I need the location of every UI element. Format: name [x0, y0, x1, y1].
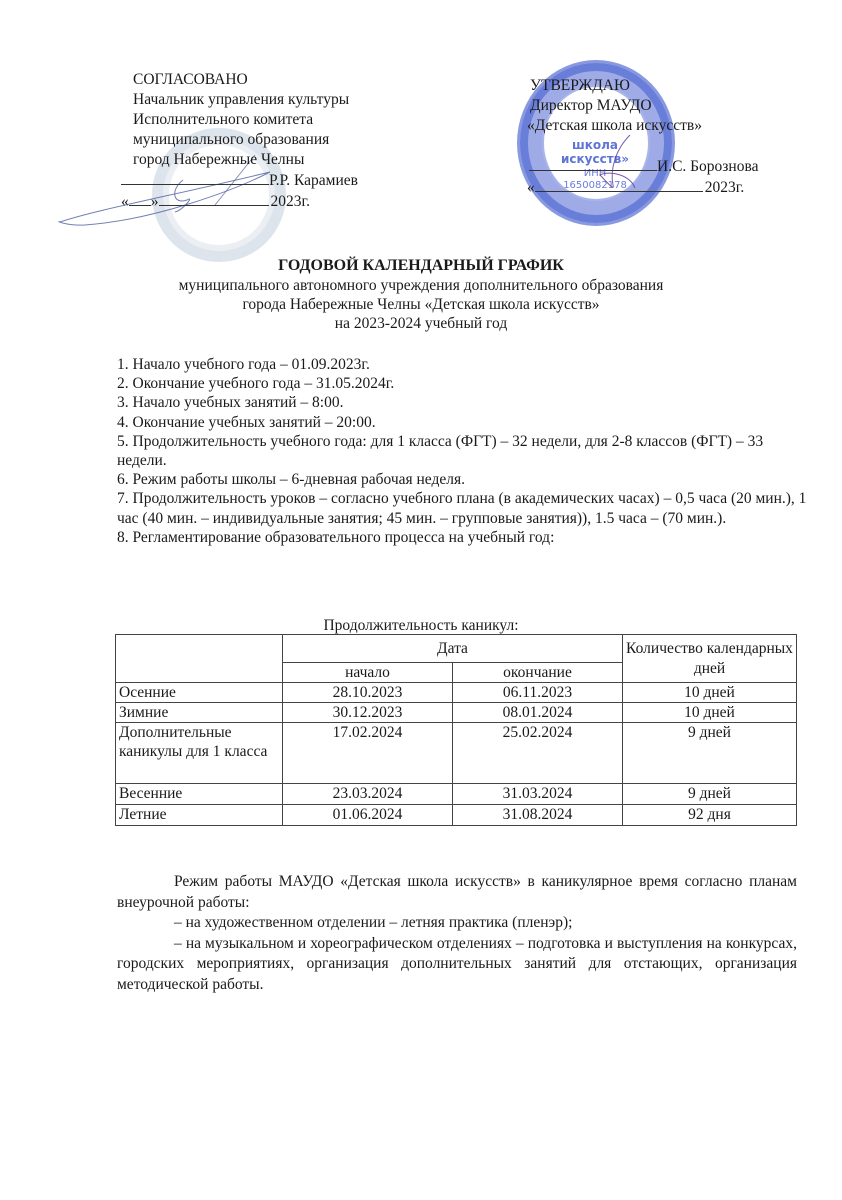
- list-item: 5. Продолжительность учебного года: для 1 класса (ФГТ) – 32 недели, для 2-8 классов (ФГТ) – 33 недели.: [117, 432, 764, 470]
- date-day-line: [129, 191, 151, 206]
- vacation-name: Весенние: [116, 784, 283, 805]
- approval-left-year: 2023г.: [270, 193, 310, 210]
- approval-left-line: муниципального образования: [133, 131, 330, 148]
- vacation-days: 9 дней: [623, 784, 797, 805]
- vacation-name: Зимние: [116, 703, 283, 723]
- list-item: 1. Начало учебного года – 01.09.2023г.: [117, 356, 370, 373]
- signature-line: [121, 170, 269, 185]
- quote-close: »: [150, 193, 159, 210]
- stamp-text-line1: школа: [571, 138, 619, 152]
- table-row: [116, 723, 797, 784]
- table-caption: Продолжительность каникул:: [323, 617, 519, 634]
- vacation-table: [115, 634, 797, 826]
- vacation-end: 08.01.2024: [453, 703, 623, 723]
- table-header-start: начало: [283, 663, 453, 683]
- approval-left-date-row: [121, 191, 393, 212]
- vacation-work-mode-section: [117, 872, 797, 995]
- document-title: ГОДОВОЙ КАЛЕНДАРНЫЙ ГРАФИК: [278, 257, 564, 274]
- approval-left-heading: СОГЛАСОВАНО: [133, 71, 248, 88]
- approval-left-line: город Набережные Челны: [133, 151, 305, 168]
- vacation-name: Дополнительные каникулы для 1 класса: [116, 723, 283, 784]
- table-row: [116, 703, 797, 723]
- vacation-name: Осенние: [116, 683, 283, 703]
- list-item: 7. Продолжительность уроков – согласно учебного плана (в академических часах) – 0,5 часа (20 мин.), 1 час (40 мин. – индивидуальные занятия; 45 мин. – групповые занятия)), 1.5 часа – (70 мин.).: [117, 490, 807, 527]
- table-header-end: окончание: [453, 663, 623, 683]
- approval-right-heading: УТВЕРЖДАЮ: [530, 77, 630, 94]
- schedule-items-list: [117, 355, 807, 547]
- approval-block-left: [121, 70, 393, 212]
- approval-right-signatory: И.С. Борознова: [657, 158, 759, 175]
- vacation-end: 31.03.2024: [453, 784, 623, 805]
- vacation-name: Летние: [116, 805, 283, 826]
- spacer: [530, 136, 790, 156]
- vacation-start: 17.02.2024: [283, 723, 453, 784]
- approval-right-signature-row: [530, 156, 790, 177]
- table-header-date: Дата: [283, 635, 623, 663]
- document-subtitle-1: муниципального автономного учреждения дополнительного образования: [178, 277, 664, 294]
- table-header-empty: [116, 635, 283, 683]
- list-item: 3. Начало учебных занятий – 8:00.: [117, 394, 344, 412]
- vacation-days: 10 дней: [623, 703, 797, 723]
- list-item: 8. Регламентирование образовательного процесса на учебный год:: [117, 528, 555, 546]
- list-item: 2. Окончание учебного года – 31.05.2024г.: [117, 375, 395, 393]
- list-item: 6. Режим работы школы – 6-дневная рабочая неделя.: [117, 471, 465, 489]
- vacation-days: 10 дней: [623, 683, 797, 703]
- date-month-line: [159, 191, 269, 206]
- approval-right-year: 2023г.: [704, 179, 745, 196]
- document-subtitle-3: на 2023-2024 учебный год: [334, 315, 508, 332]
- document-title-block: [0, 256, 842, 333]
- approval-right-date-row: [527, 177, 790, 198]
- vacation-work-bullet: – на художественном отделении – летняя практика (пленэр);: [174, 914, 573, 931]
- table-row: [116, 805, 797, 826]
- vacation-start: 28.10.2023: [283, 683, 453, 703]
- stamp-inn-label: ИНН: [583, 168, 607, 179]
- table-row: [116, 683, 797, 703]
- table-header-row: [116, 635, 797, 663]
- approval-left-signature-row: [133, 170, 393, 191]
- quote-open: «: [527, 179, 535, 196]
- vacation-end: 25.02.2024: [453, 723, 623, 784]
- approval-right-line: «Детская школа искусств»: [527, 117, 702, 134]
- list-item: 4. Окончание учебных занятий – 20:00.: [117, 413, 376, 431]
- signature-line: [529, 156, 657, 171]
- stamp-inn-number: 1650082178: [563, 180, 627, 191]
- vacation-end: 31.08.2024: [453, 805, 623, 826]
- table-header-days: Количество календарных дней: [623, 635, 797, 683]
- document-subtitle-2: города Набережные Челны «Детская школа искусств»: [242, 296, 600, 313]
- stamp-text-line2: искусств»: [560, 152, 629, 166]
- vacation-start: 23.03.2024: [283, 784, 453, 805]
- approval-right-line: Директор МАУДО: [530, 97, 652, 114]
- approval-left-line: Начальник управления культуры: [133, 91, 350, 108]
- approval-block-right: [527, 76, 790, 198]
- quote-open: «: [121, 193, 129, 210]
- vacation-work-mode-intro: Режим работы МАУДО «Детская школа искусств» в каникулярное время согласно планам внеурочной работы:: [117, 873, 797, 911]
- vacation-start: 01.06.2024: [283, 805, 453, 826]
- vacation-start: 30.12.2023: [283, 703, 453, 723]
- vacation-days: 9 дней: [623, 723, 797, 784]
- date-line: [535, 177, 703, 192]
- vacation-end: 06.11.2023: [453, 683, 623, 703]
- vacation-work-bullet: – на музыкальном и хореографическом отделениях – подготовка и выступления на конкурсах, городских мероприятиях, организация дополнительных занятий для отстающих, организация методической работы.: [117, 934, 797, 993]
- approval-left-signatory: Р.Р. Карамиев: [269, 172, 358, 189]
- table-row: [116, 784, 797, 805]
- approval-left-line: Исполнительного комитета: [133, 111, 314, 128]
- vacation-days: 92 дня: [623, 805, 797, 826]
